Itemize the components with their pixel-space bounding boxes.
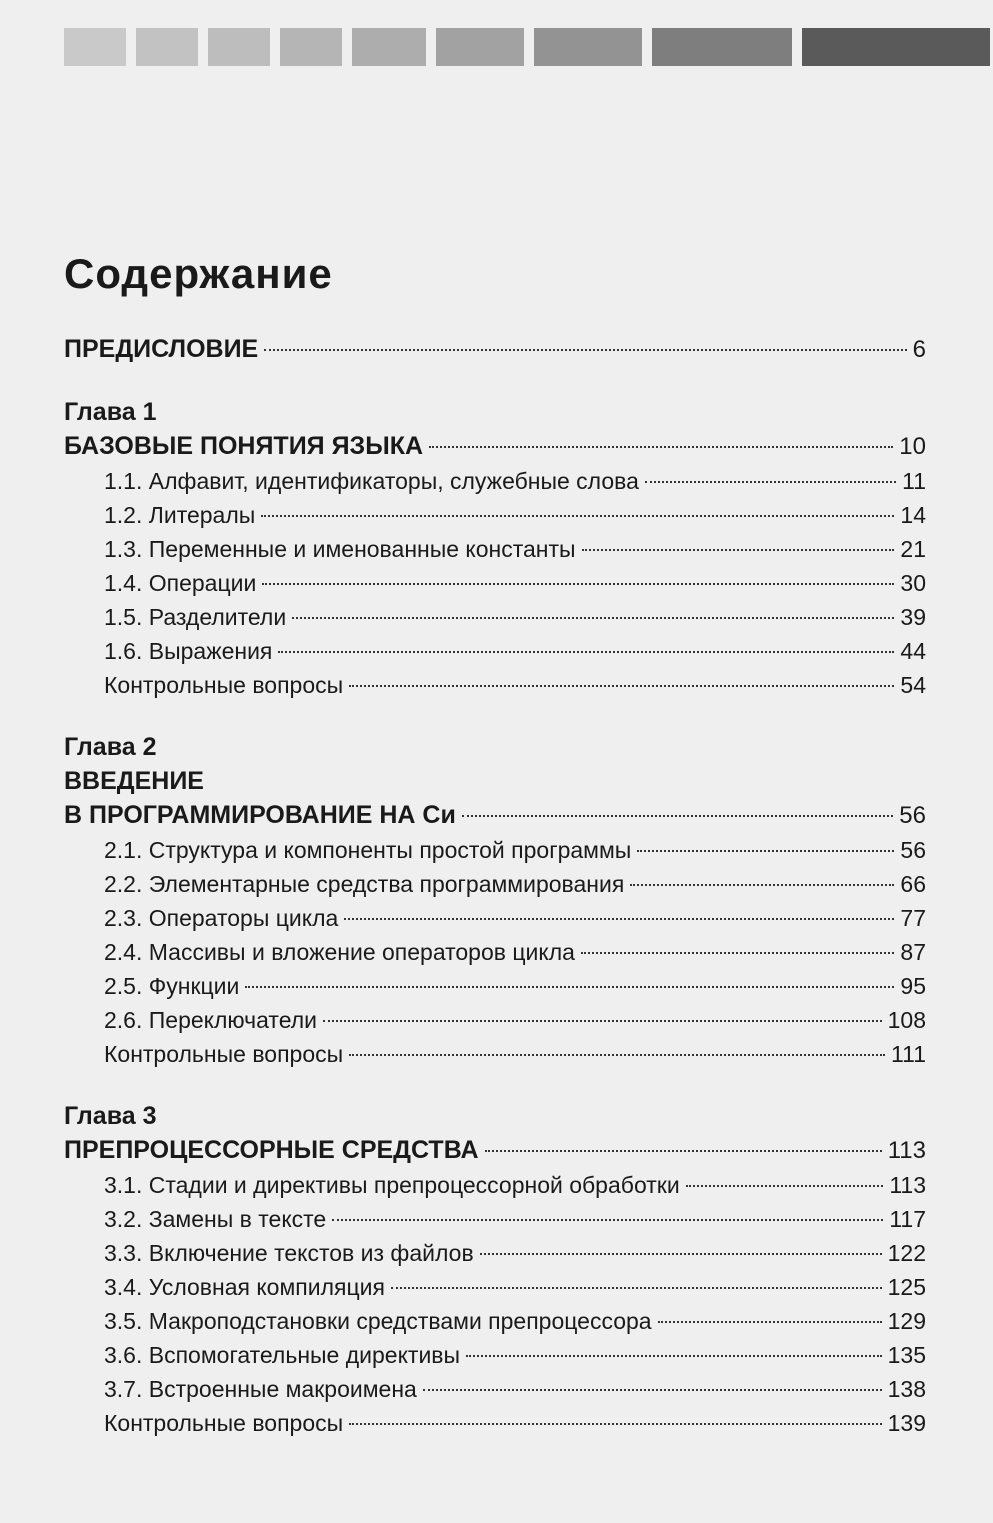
header-bar-segment: [64, 28, 126, 66]
dot-leader: [581, 952, 894, 954]
toc-entry-label: 3.3. Включение текстов из файлов: [104, 1240, 474, 1266]
toc-entry-section[interactable]: [64, 634, 926, 668]
toc-entry-page: 108: [887, 1007, 926, 1033]
toc-entry-section[interactable]: [64, 1372, 926, 1406]
dot-leader: [261, 515, 894, 517]
toc-entry-label: 3.2. Замены в тексте: [104, 1206, 327, 1232]
dot-leader: [262, 583, 894, 585]
toc-entry-section[interactable]: [64, 1338, 926, 1372]
toc-entry-label: 1.1. Алфавит, идентификаторы, служебные слова: [104, 468, 639, 494]
dot-leader: [332, 1219, 883, 1221]
toc-entry-page: 39: [900, 604, 926, 630]
header-bar-segment: [136, 28, 198, 66]
toc-entry-page: 54: [900, 672, 926, 698]
toc-entry-page: 14: [900, 502, 926, 528]
toc-entry-label: ПРЕПРОЦЕССОРНЫЕ СРЕДСТВА: [64, 1136, 479, 1164]
dot-leader: [686, 1185, 884, 1187]
toc-entry-label: 2.2. Элементарные средства программирования: [104, 871, 625, 897]
toc-entry-page: 56: [900, 837, 926, 863]
toc-entry-page: 138: [887, 1376, 926, 1402]
toc-entry-section[interactable]: [64, 1168, 926, 1202]
toc-entry-label: Контрольные вопросы: [104, 1041, 344, 1067]
toc-entry-label: 3.4. Условная компиляция: [104, 1274, 385, 1300]
toc-entry-section[interactable]: [64, 498, 926, 532]
toc-entry-page: 87: [900, 939, 926, 965]
chapter-gap: [64, 702, 926, 722]
dot-leader: [292, 617, 894, 619]
toc-entry-page: 44: [900, 638, 926, 664]
toc-entry-page: 66: [900, 871, 926, 897]
toc-entry-section[interactable]: [64, 1236, 926, 1270]
header-bar-segment: [802, 28, 990, 66]
toc-entry-label: 3.7. Встроенные макроимена: [104, 1376, 417, 1402]
header-bar-segment: [280, 28, 342, 66]
toc-entry-section[interactable]: [64, 1270, 926, 1304]
dot-leader: [658, 1321, 882, 1323]
dot-leader: [323, 1020, 882, 1022]
toc-entry-label: 2.3. Операторы цикла: [104, 905, 339, 931]
toc-entry-page: 111: [891, 1041, 926, 1067]
toc-entry-section[interactable]: [64, 566, 926, 600]
dot-leader: [423, 1389, 882, 1391]
toc-entry-section[interactable]: [64, 901, 926, 935]
toc-entry-label: ПРЕДИСЛОВИЕ: [64, 335, 259, 363]
toc-entry-page: 21: [900, 536, 926, 562]
toc-entry-section[interactable]: [64, 833, 926, 867]
dot-leader: [480, 1253, 882, 1255]
dot-leader: [349, 685, 894, 687]
toc-entry-page: 56: [899, 802, 926, 829]
toc-entry-section[interactable]: [64, 1037, 926, 1071]
toc-entry-label: 2.1. Структура и компоненты простой программы: [104, 837, 632, 863]
dot-leader: [245, 986, 894, 988]
toc-entry-label: 2.4. Массивы и вложение операторов цикла: [104, 939, 575, 965]
toc-entry-page: 122: [887, 1240, 926, 1266]
toc-entry-section[interactable]: [64, 464, 926, 498]
toc-entry-chapter[interactable]: [64, 429, 926, 464]
dot-leader: [278, 651, 894, 653]
table-of-contents: [64, 332, 926, 1440]
toc-entry-section[interactable]: [64, 867, 926, 901]
chapter-number: Глава 2: [64, 733, 157, 761]
toc-entry-chapter[interactable]: [64, 798, 926, 833]
toc-entry-label: 2.5. Функции: [104, 973, 240, 999]
toc-entry-label: 3.5. Макроподстановки средствами препроцессора: [104, 1308, 652, 1334]
dot-leader: [582, 549, 895, 551]
toc-entry-page: 113: [889, 1172, 926, 1198]
toc-entry-page: 139: [887, 1410, 926, 1436]
toc-entry-page: 10: [899, 433, 926, 460]
header-bar-segment: [208, 28, 270, 66]
chapter-gap: [64, 1071, 926, 1091]
toc-entry-label: В ПРОГРАММИРОВАНИЕ НА Си: [64, 801, 456, 829]
toc-entry-section[interactable]: [64, 935, 926, 969]
toc-entry-section[interactable]: [64, 600, 926, 634]
dot-leader: [645, 481, 896, 483]
dot-leader: [630, 884, 894, 886]
dot-leader: [349, 1423, 881, 1425]
chapter-title-line: ВВЕДЕНИЕ: [64, 767, 204, 795]
toc-entry-label: БАЗОВЫЕ ПОНЯТИЯ ЯЗЫКА: [64, 432, 424, 460]
header-bar-segment: [436, 28, 524, 66]
toc-entry-label: 1.3. Переменные и именованные константы: [104, 536, 576, 562]
header-bar-segment: [352, 28, 426, 66]
toc-entry-label: Контрольные вопросы: [104, 1410, 344, 1436]
toc-entry-label: 1.5. Разделители: [104, 604, 287, 630]
toc-entry-label: 2.6. Переключатели: [104, 1007, 317, 1033]
toc-entry-label: 1.2. Литералы: [104, 502, 256, 528]
chapter-number: Глава 1: [64, 398, 157, 426]
toc-entry-page: 6: [912, 336, 926, 363]
dot-leader: [349, 1054, 885, 1056]
toc-entry-page: 77: [900, 905, 926, 931]
toc-entry-page: 135: [887, 1342, 926, 1368]
toc-entry-page: 11: [902, 468, 926, 494]
toc-entry-label: 1.4. Операции: [104, 570, 257, 596]
dot-leader: [462, 815, 893, 817]
toc-entry-label: 3.1. Стадии и директивы препроцессорной обработки: [104, 1172, 680, 1198]
toc-entry-page: 117: [889, 1206, 926, 1232]
toc-entry-page: 125: [887, 1274, 926, 1300]
toc-entry-section[interactable]: [64, 969, 926, 1003]
toc-entry-section[interactable]: [64, 668, 926, 702]
toc-entry-label: Контрольные вопросы: [104, 672, 344, 698]
chapter-number: Глава 3: [64, 1102, 157, 1130]
toc-entry-section[interactable]: [64, 1406, 926, 1440]
toc-entry-section[interactable]: [64, 1003, 926, 1037]
header-bar-segment: [534, 28, 642, 66]
dot-leader: [485, 1150, 882, 1152]
dot-leader: [466, 1355, 882, 1357]
dot-leader: [429, 446, 893, 448]
dot-leader: [391, 1287, 882, 1289]
toc-entry-page: 113: [887, 1137, 926, 1164]
toc-entry-section[interactable]: [64, 1304, 926, 1338]
page-title: Содержание: [64, 250, 333, 297]
toc-entry-page: 30: [900, 570, 926, 596]
dot-leader: [264, 349, 906, 351]
dot-leader: [344, 918, 894, 920]
toc-entry-section[interactable]: [64, 1202, 926, 1236]
header-bar-segment: [652, 28, 792, 66]
toc-entry-chapter[interactable]: [64, 1133, 926, 1168]
dot-leader: [637, 850, 894, 852]
toc-entry-label: 1.6. Выражения: [104, 638, 273, 664]
toc-entry-page: 129: [887, 1308, 926, 1334]
toc-entry-section[interactable]: [64, 532, 926, 566]
chapter-gap: [64, 367, 926, 387]
chapter-list: [64, 367, 926, 1440]
toc-entry-preface[interactable]: [64, 332, 926, 367]
toc-entry-label: 3.6. Вспомогательные директивы: [104, 1342, 461, 1368]
header-gradient-bar: [64, 28, 926, 66]
toc-entry-page: 95: [900, 973, 926, 999]
